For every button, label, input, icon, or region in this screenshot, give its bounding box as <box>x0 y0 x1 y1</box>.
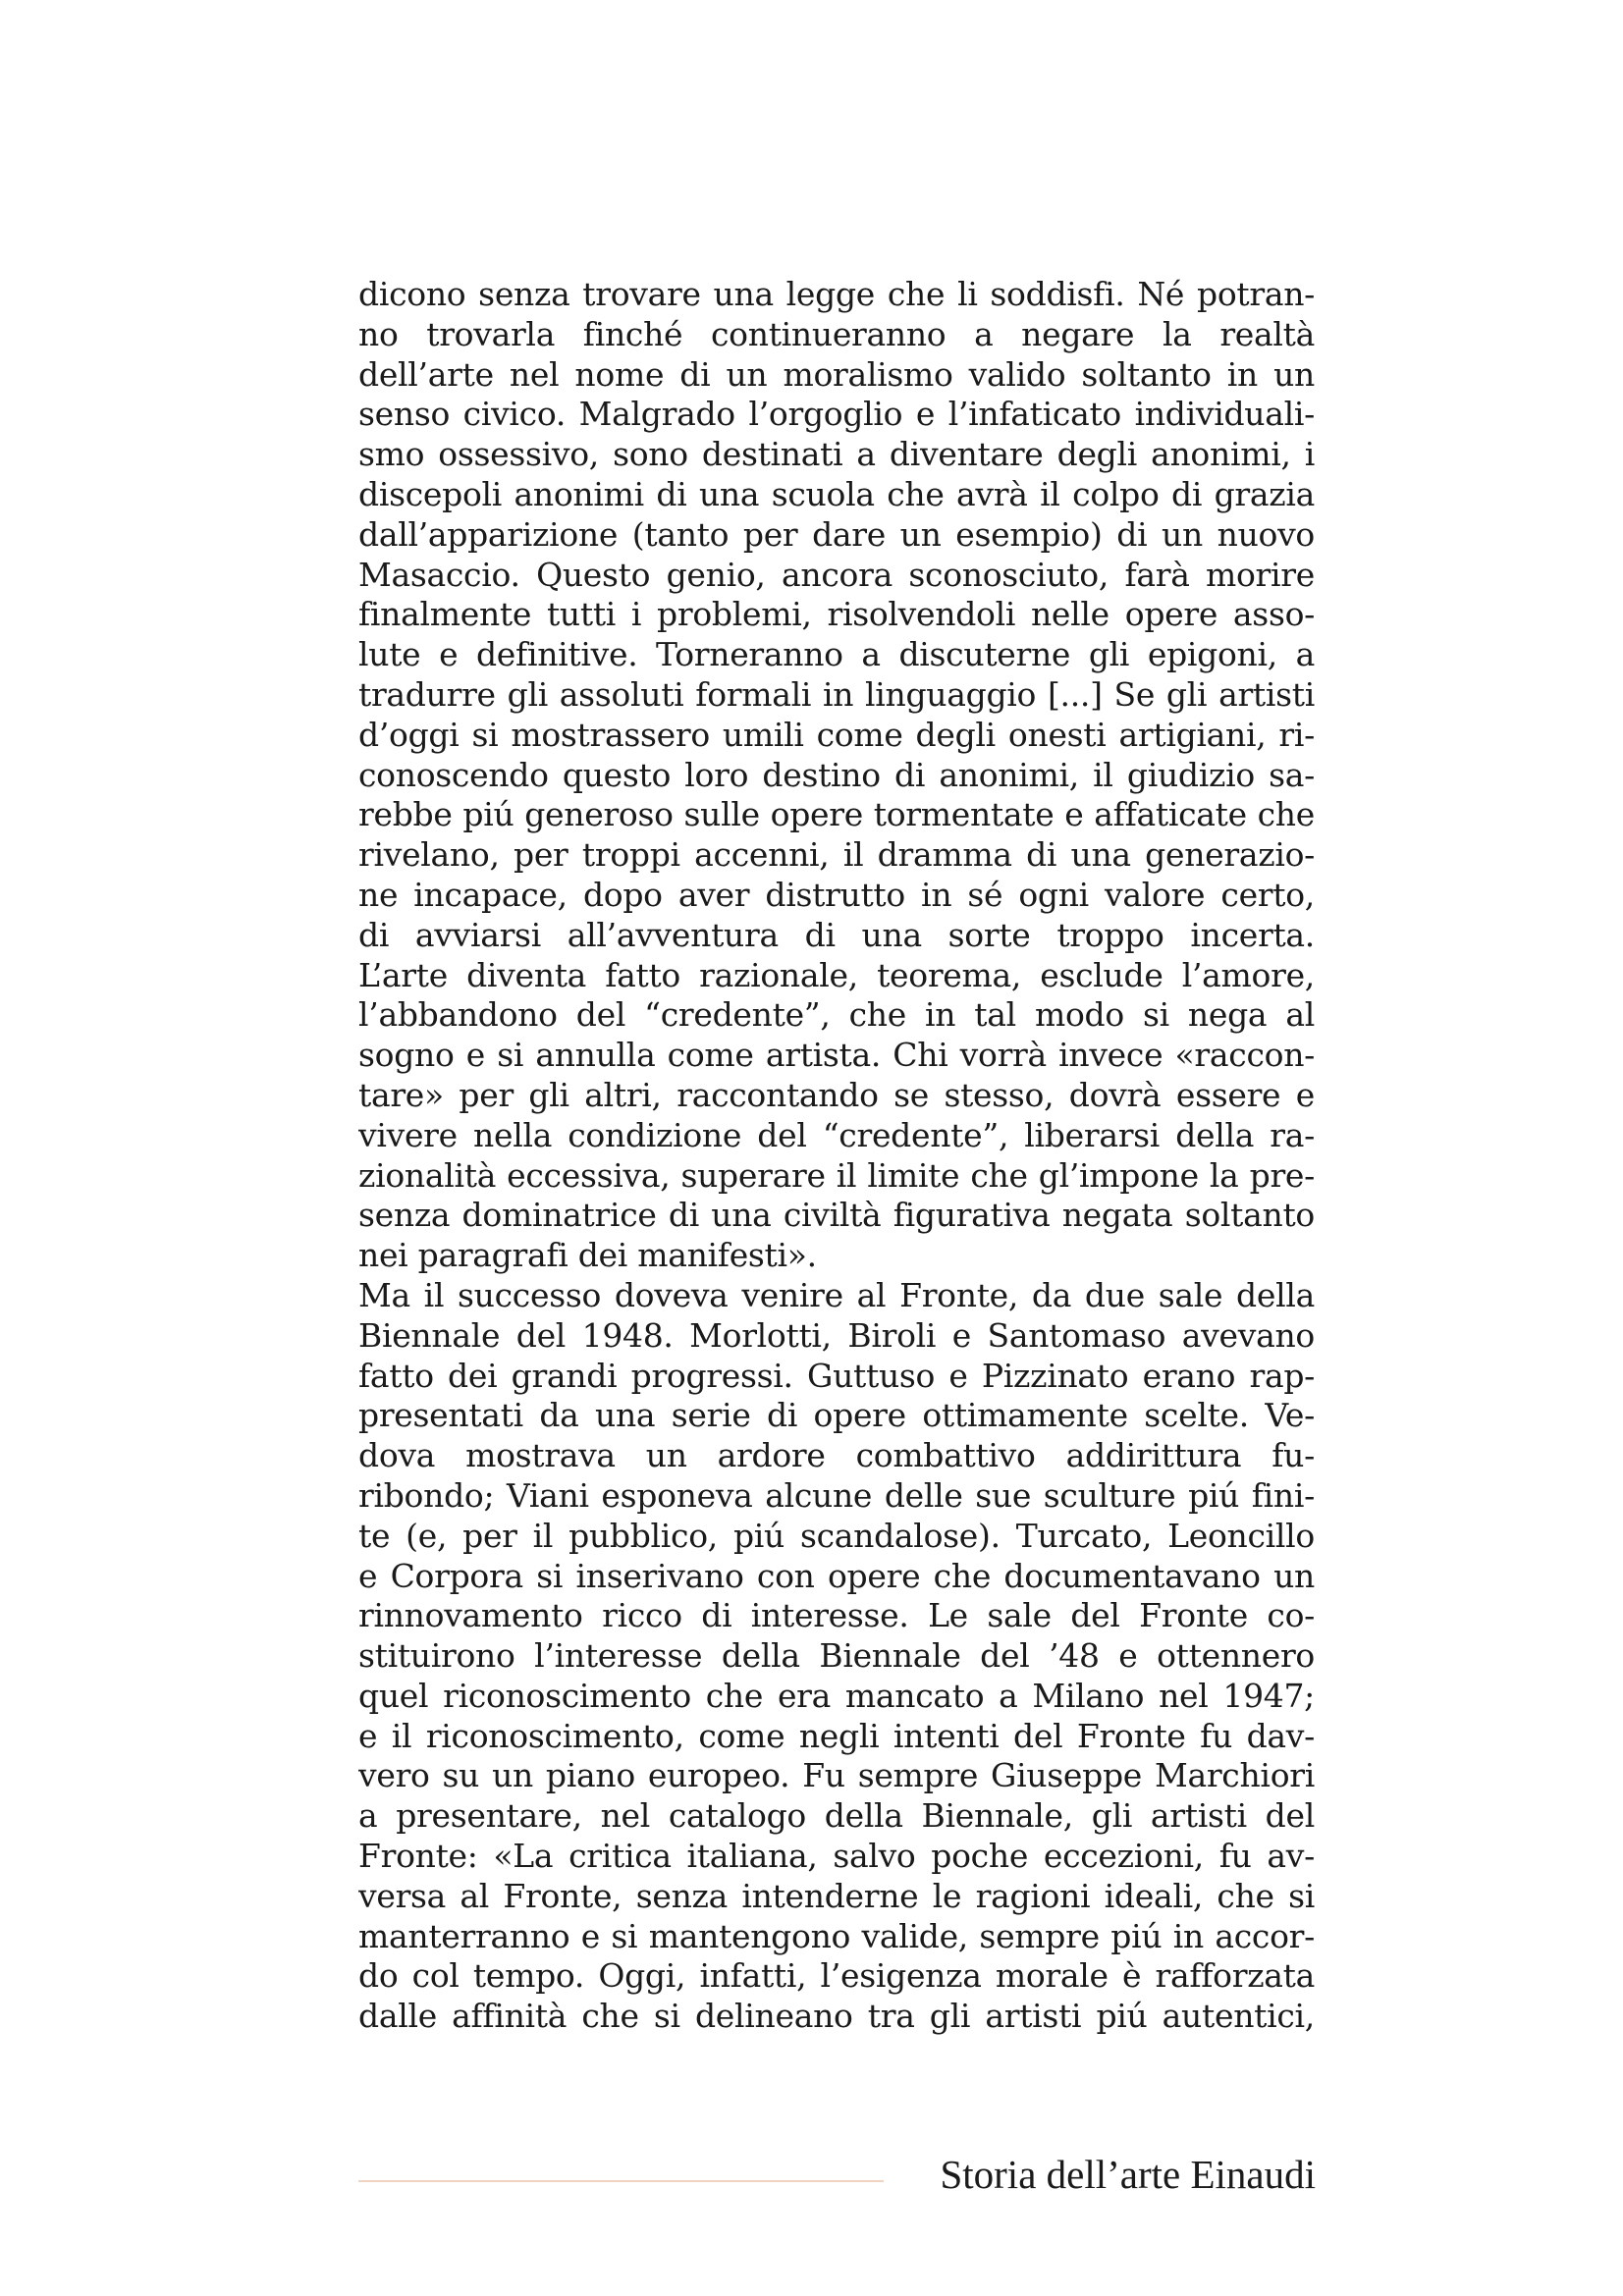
text-line: tare» per gli altri, raccontando se stesso, dovrà essere e <box>358 1075 1315 1114</box>
text-line: dalle affinità che si delineano tra gli artisti piú autentici, <box>358 1997 1315 2036</box>
text-line: te (e, per il pubblico, piú scandalose). Turcato, Leoncillo <box>358 1516 1315 1555</box>
text-line: Ma il successo doveva venire al Fronte, da due sale della <box>358 1275 1315 1314</box>
text-line: stituirono l’interesse della Biennale del ’48 e ottennero <box>358 1636 1315 1676</box>
text-line: l’abbandono del “credente”, che in tal modo si nega al <box>358 995 1315 1035</box>
text-line: a presentare, nel catalogo della Biennale, gli artisti del <box>358 1796 1315 1836</box>
text-line: d’oggi si mostrassero umili come degli onesti artigiani, ri- <box>358 715 1315 754</box>
text-line: do col tempo. Oggi, infatti, l’esigenza morale è rafforzata <box>358 1956 1315 1996</box>
text-line: finalmente tutti i problemi, risolvendoli nelle opere asso- <box>358 595 1315 634</box>
text-line: versa al Fronte, senza intenderne le ragioni ideali, che si <box>358 1876 1315 1915</box>
text-line: Masaccio. Questo genio, ancora sconosciuto, farà morire <box>358 555 1315 594</box>
text-line: dell’arte nel nome di un moralismo valido soltanto in un <box>358 354 1315 394</box>
text-line: senza dominatrice di una civiltà figurativa negata soltanto <box>358 1196 1315 1235</box>
text-line: Biennale del 1948. Morlotti, Biroli e Santomaso avevano <box>358 1315 1315 1355</box>
body-text <box>358 275 1315 2037</box>
footer-title: Storia dell’arte Einaudi <box>940 2152 1316 2197</box>
text-line: dall’apparizione (tanto per dare un esempio) di un nuovo <box>358 514 1315 554</box>
text-line: tradurre gli assoluti formali in linguaggio [...] Se gli artisti <box>358 674 1315 714</box>
text-line: e il riconoscimento, come negli intenti del Fronte fu dav- <box>358 1716 1315 1755</box>
text-line: discepoli anonimi di una scuola che avrà il colpo di grazia <box>358 474 1315 513</box>
text-line: conoscendo questo loro destino di anonimi, il giudizio sa- <box>358 755 1315 794</box>
text-line: rebbe piú generoso sulle opere tormentate e affaticate che <box>358 795 1315 834</box>
text-line: ribondo; Viani esponeva alcune delle sue sculture piú fini- <box>358 1475 1315 1515</box>
text-line: rivelano, per troppi accenni, il dramma di una generazio- <box>358 835 1315 875</box>
text-line: vero su un piano europeo. Fu sempre Giuseppe Marchiori <box>358 1756 1315 1795</box>
text-line: zionalità eccessiva, superare il limite che gl’impone la pre- <box>358 1155 1315 1195</box>
text-line: Fronte: «La critica italiana, salvo poche eccezioni, fu av- <box>358 1837 1315 1876</box>
text-line: di avviarsi all’avventura di una sorte troppo incerta. <box>358 915 1315 954</box>
text-line: L’arte diventa fatto razionale, teorema, esclude l’amore, <box>358 955 1315 994</box>
text-line: lute e definitive. Torneranno a discuterne gli epigoni, a <box>358 635 1315 674</box>
text-line: rinnovamento ricco di interesse. Le sale del Fronte co- <box>358 1596 1315 1635</box>
text-line: vivere nella condizione del “credente”, liberarsi della ra- <box>358 1115 1315 1154</box>
text-line: dova mostrava un ardore combattivo addirittura fu- <box>358 1436 1315 1475</box>
text-line: quel riconoscimento che era mancato a Milano nel 1947; <box>358 1676 1315 1715</box>
text-line: senso civico. Malgrado l’orgoglio e l’infaticato individuali- <box>358 395 1315 434</box>
text-line: no trovarla finché continueranno a negare la realtà <box>358 314 1315 353</box>
text-line: manterranno e si mantengono valide, sempre piú in accor- <box>358 1916 1315 1955</box>
text-line: ne incapace, dopo aver distrutto in sé ogni valore certo, <box>358 875 1315 914</box>
text-line: nei paragrafi dei manifesti». <box>358 1236 817 1275</box>
text-line: smo ossessivo, sono destinati a diventare degli anonimi, i <box>358 435 1315 474</box>
text-line: presentati da una serie di opere ottimamente scelte. Ve- <box>358 1396 1315 1435</box>
text-line: e Corpora si inserivano con opere che documentavano un <box>358 1556 1315 1595</box>
text-line: sogno e si annulla come artista. Chi vorrà invece «raccon- <box>358 1036 1315 1075</box>
footer-rule <box>358 2180 884 2182</box>
text-line: fatto dei grandi progressi. Guttuso e Pizzinato erano rap- <box>358 1356 1315 1395</box>
text-line: dicono senza trovare una legge che li soddisfi. Né potran- <box>358 275 1315 313</box>
